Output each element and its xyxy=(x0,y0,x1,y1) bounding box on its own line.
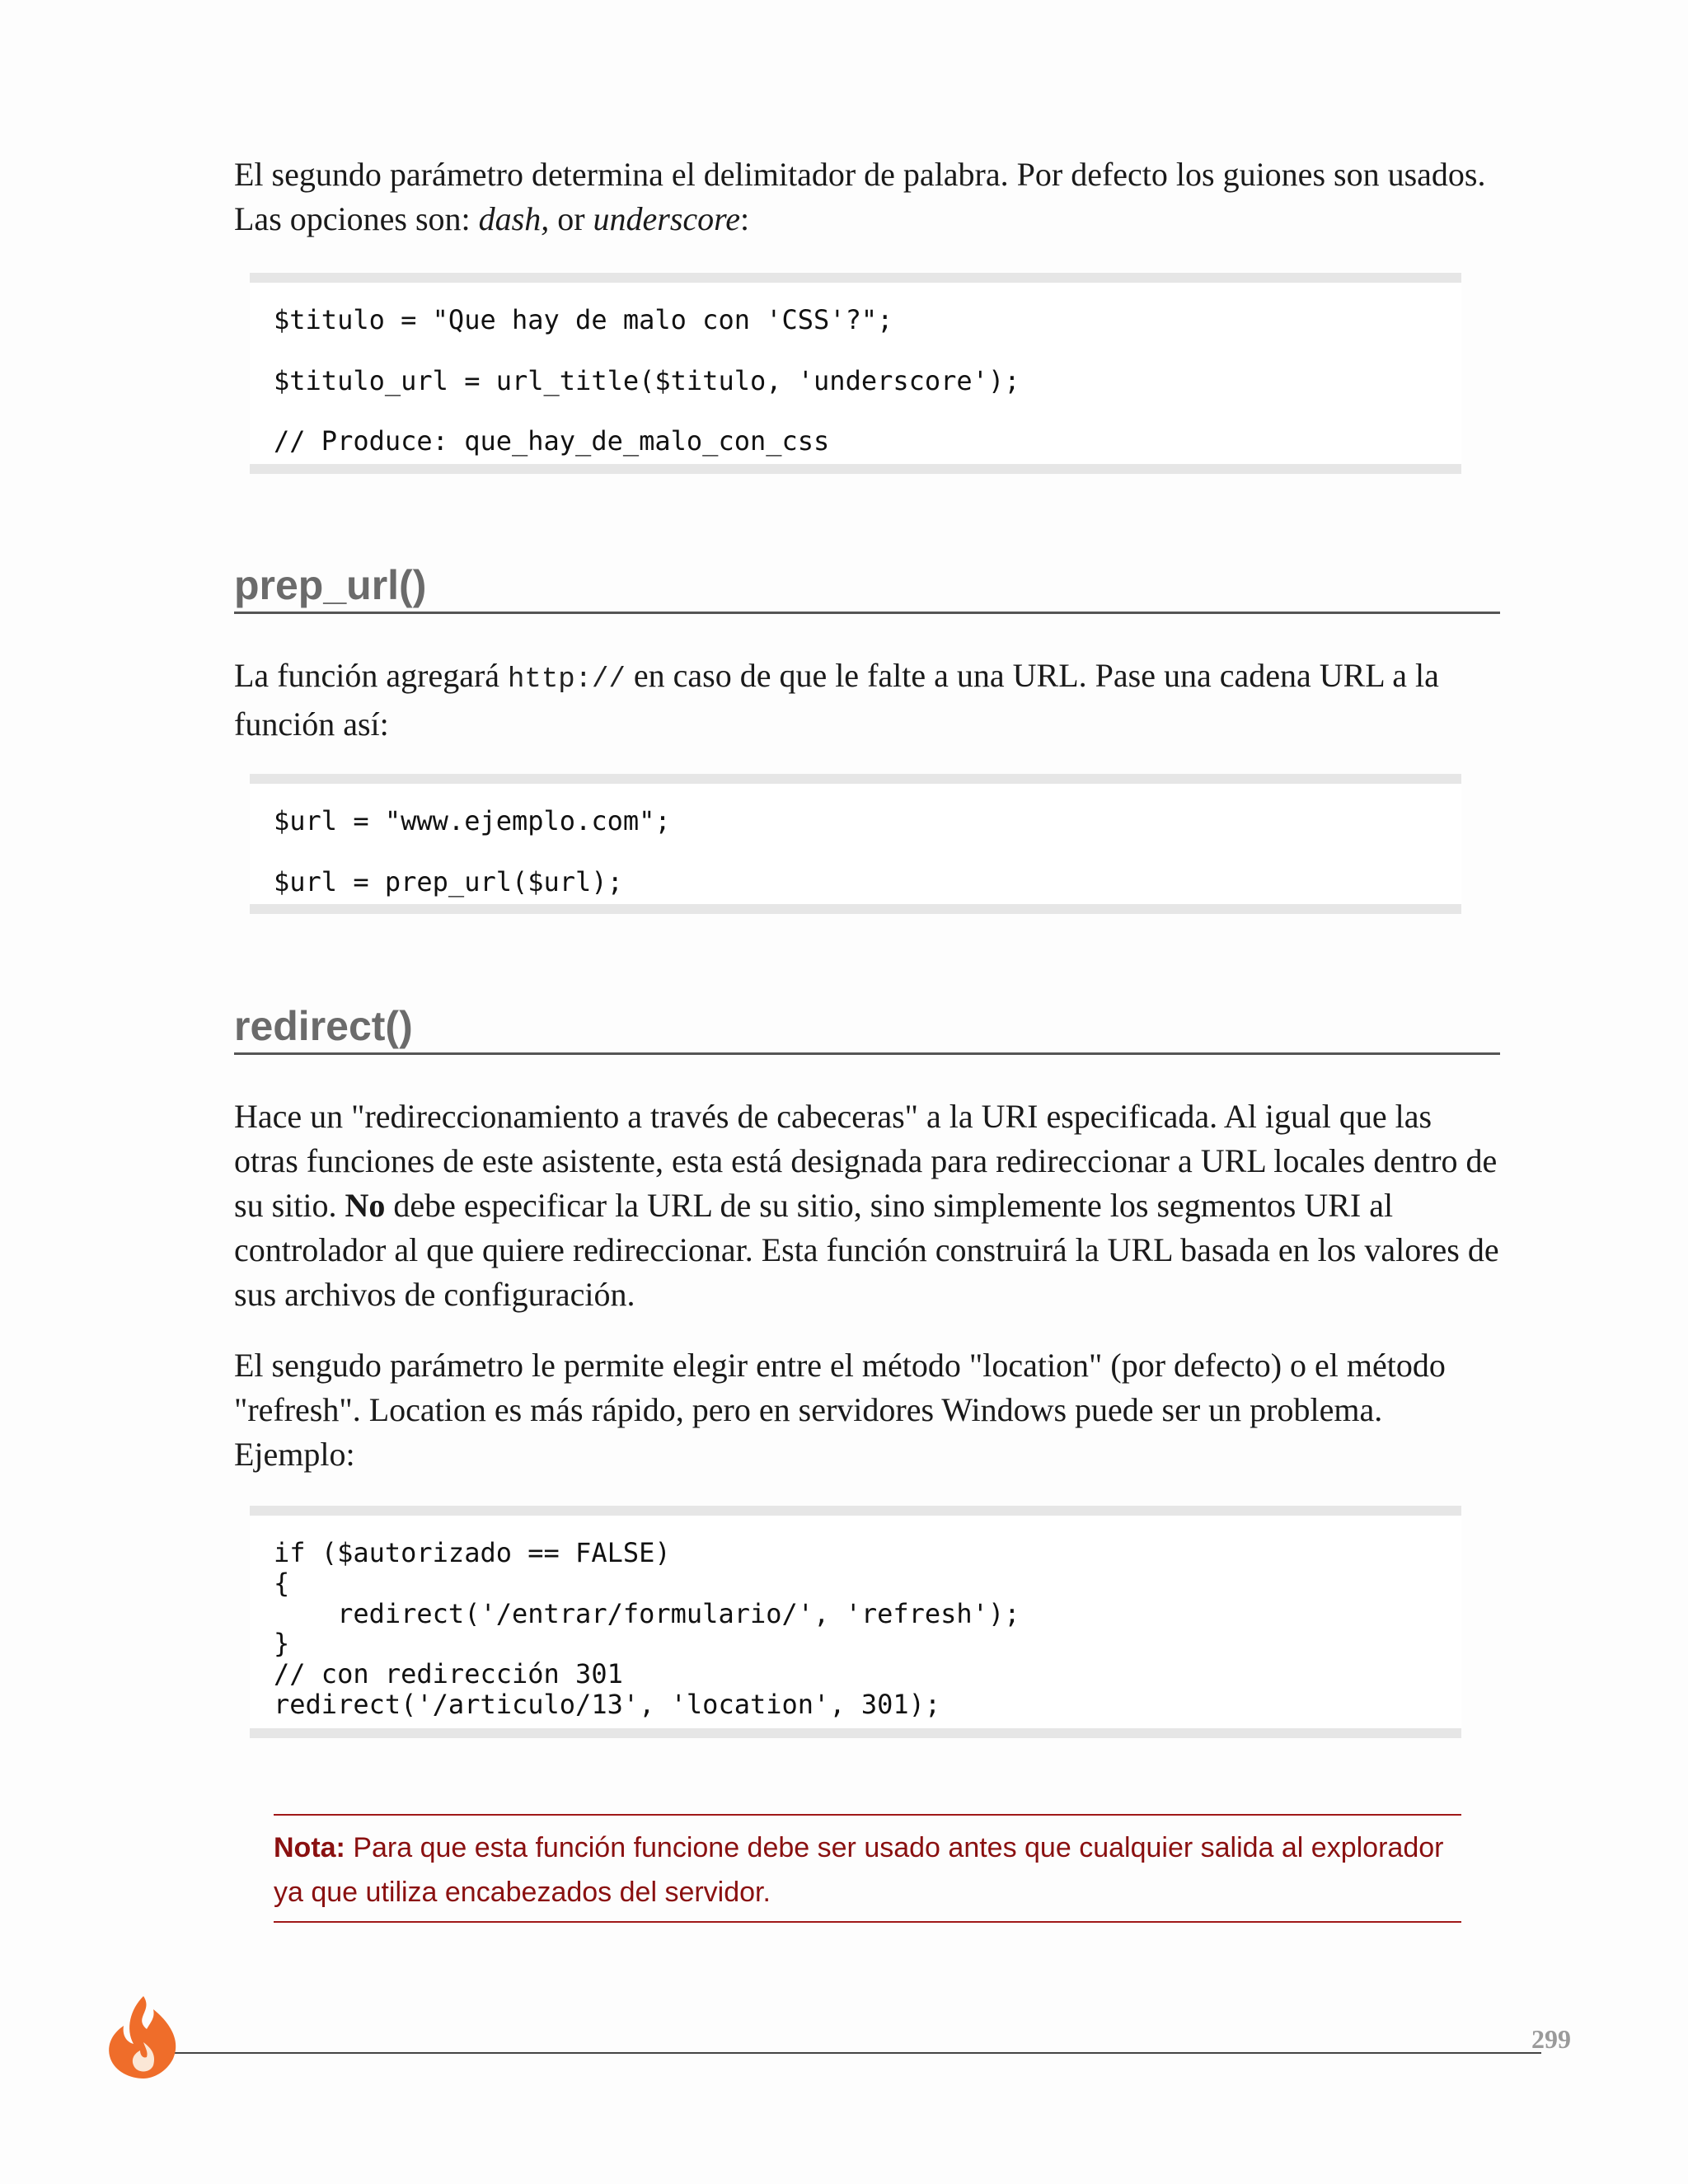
intro-paragraph xyxy=(234,152,1500,241)
code-line: redirect('/entrar/formulario/', 'refresh'); xyxy=(274,1598,1020,1629)
redirect-text: Hace un "redireccionamiento a través de cabeceras" a la URI especificada. Al igual que las otras funciones de este asistente, esta está designada para redireccionar a URL locales dentro de su sitio. xyxy=(234,1098,1498,1224)
heading-prep-url: prep_url() xyxy=(234,560,1500,614)
intro-text: El segundo parámetro determina el delimitador de palabra. Por defecto los guiones son usados. Las opciones son: xyxy=(234,156,1486,237)
redirect-paragraph-2: El sengudo parámetro le permite elegir entre el método "location" (por defecto) o el método "refresh". Location es más rápido, pero en servidores Windows puede ser un problema. Ejemplo: xyxy=(234,1347,1446,1473)
note-text: Para que esta función funcione debe ser usado antes que cualquier salida al explorador ya que utiliza encabezados del servidor. xyxy=(274,1832,1444,1908)
codeigniter-flame-icon xyxy=(106,1993,181,2079)
code-block-redirect xyxy=(250,1506,1461,1738)
code-line: // Produce: que_hay_de_malo_con_css xyxy=(274,425,830,457)
note-label: Nota: xyxy=(274,1832,345,1863)
intro-text-or: or xyxy=(549,200,593,237)
code-line: } xyxy=(274,1628,290,1659)
code-line: if ($autorizado == FALSE) xyxy=(274,1537,671,1568)
code-line: { xyxy=(274,1568,290,1599)
prep-url-text-rest: en caso de que le falte a una URL. Pase una cadena URL a la función así: xyxy=(234,657,1439,743)
note-box xyxy=(274,1814,1461,1923)
code-line: redirect('/articulo/13', 'location', 301); xyxy=(274,1689,941,1720)
prep-url-paragraph xyxy=(234,654,1500,747)
inline-code-http: http:// xyxy=(508,664,626,696)
heading-redirect: redirect() xyxy=(234,1001,1500,1055)
code-line: $url = "www.ejemplo.com"; xyxy=(274,805,671,837)
code-block-url-title xyxy=(250,273,1461,474)
page-number: 299 xyxy=(1531,2024,1571,2054)
redirect-paragraph-1 xyxy=(234,1094,1500,1317)
code-line: // con redirección 301 xyxy=(274,1658,623,1690)
code-block-prep-url xyxy=(250,774,1461,914)
intro-colon: : xyxy=(740,200,750,237)
option-underscore: underscore xyxy=(593,200,741,237)
prep-url-text: La función agregará xyxy=(234,657,509,694)
code-line: $titulo_url = url_title($titulo, 'underscore'); xyxy=(274,365,1020,396)
footer-rule xyxy=(157,2052,1541,2054)
redirect-bold-no: No xyxy=(345,1187,386,1224)
code-line: $titulo = "Que hay de malo con 'CSS'?"; xyxy=(274,304,893,335)
redirect-text-rest: debe especificar la URL de su sitio, sino simplemente los segmentos URI al controlador al que quiere redireccionar. Esta función construirá la URL basada en los valores de sus archivos de configuración. xyxy=(234,1187,1499,1313)
option-dash: dash, xyxy=(478,200,550,237)
code-line: $url = prep_url($url); xyxy=(274,866,623,898)
